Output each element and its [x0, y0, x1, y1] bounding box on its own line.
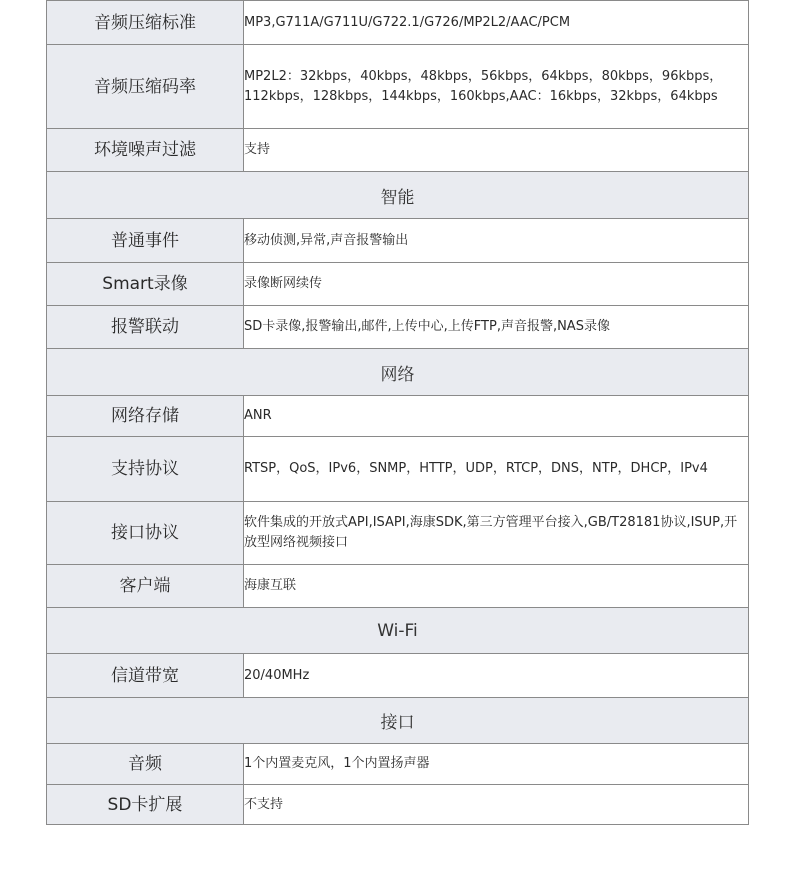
section-title: Wi-Fi — [47, 608, 749, 654]
spec-row-channel-bandwidth — [47, 654, 749, 698]
spec-label: 接口协议 — [47, 502, 244, 565]
spec-value: 海康互联 — [244, 565, 749, 608]
spec-row-alarm-linkage — [47, 306, 749, 349]
spec-value: MP2L2：32kbps，40kbps，48kbps，56kbps，64kbps，80kbps，96kbps，112kbps，128kbps，144kbps，160kbps,AAC：16kbps，32kbps，64kbps — [244, 45, 749, 129]
spec-value: 20/40MHz — [244, 654, 749, 698]
section-header-interface — [47, 698, 749, 744]
spec-label: 信道带宽 — [47, 654, 244, 698]
spec-value: 不支持 — [244, 785, 749, 825]
section-header-network — [47, 349, 749, 396]
spec-label: 音频 — [47, 744, 244, 785]
section-header-wifi — [47, 608, 749, 654]
spec-label: SD卡扩展 — [47, 785, 244, 825]
spec-value: 支持 — [244, 129, 749, 172]
spec-value: MP3,G711A/G711U/G722.1/G726/MP2L2/AAC/PCM — [244, 1, 749, 45]
section-title: 网络 — [47, 349, 749, 396]
spec-value: SD卡录像,报警输出,邮件,上传中心,上传FTP,声音报警,NAS录像 — [244, 306, 749, 349]
section-title: 接口 — [47, 698, 749, 744]
spec-row-audio-compression-standard — [47, 1, 749, 45]
spec-value: ANR — [244, 396, 749, 437]
spec-row-network-storage — [47, 396, 749, 437]
spec-row-audio-bitrate — [47, 45, 749, 129]
spec-label: 网络存储 — [47, 396, 244, 437]
spec-row-audio — [47, 744, 749, 785]
spec-row-smart-record — [47, 263, 749, 306]
spec-row-sd-card — [47, 785, 749, 825]
spec-label: 普通事件 — [47, 219, 244, 263]
spec-value: 移动侦测,异常,声音报警输出 — [244, 219, 749, 263]
spec-value: 软件集成的开放式API,ISAPI,海康SDK,第三方管理平台接入,GB/T28181协议,ISUP,开放型网络视频接口 — [244, 502, 749, 565]
spec-row-interface-protocols — [47, 502, 749, 565]
spec-value: RTSP，QoS，IPv6，SNMP，HTTP，UDP，RTCP，DNS，NTP，DHCP，IPv4 — [244, 437, 749, 502]
spec-value: 1个内置麦克风，1个内置扬声器 — [244, 744, 749, 785]
spec-row-client — [47, 565, 749, 608]
spec-row-protocols — [47, 437, 749, 502]
spec-row-noise-filter — [47, 129, 749, 172]
spec-label: 音频压缩码率 — [47, 45, 244, 129]
spec-label: 音频压缩标准 — [47, 1, 244, 45]
spec-label: 环境噪声过滤 — [47, 129, 244, 172]
spec-table — [46, 0, 749, 825]
spec-label: 支持协议 — [47, 437, 244, 502]
spec-row-normal-event — [47, 219, 749, 263]
section-title: 智能 — [47, 172, 749, 219]
spec-label: 客户端 — [47, 565, 244, 608]
section-header-smart — [47, 172, 749, 219]
spec-label: 报警联动 — [47, 306, 244, 349]
spec-value: 录像断网续传 — [244, 263, 749, 306]
spec-label: Smart录像 — [47, 263, 244, 306]
